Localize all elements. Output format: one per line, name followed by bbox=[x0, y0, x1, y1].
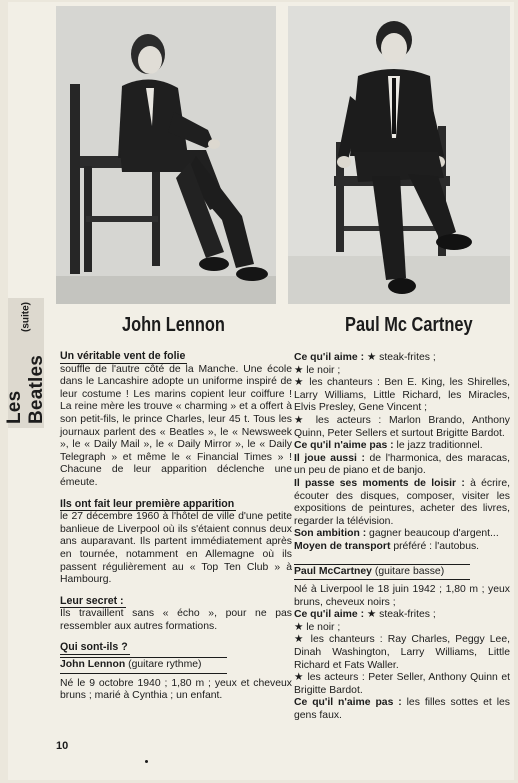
info-line bbox=[294, 377, 510, 415]
info-text: le jazz traditionnel. bbox=[396, 440, 483, 452]
info-text: ★ les chanteurs : Ben E. King, les Shirelles, Larry Williams, Little Richard, les Miracles, Elvis Presley, Gene Vincent ; bbox=[294, 377, 510, 414]
info-line bbox=[294, 440, 510, 453]
info-label: Il passe ses moments de loisir : bbox=[294, 477, 465, 489]
member-name: John Lennon bbox=[60, 659, 126, 671]
info-line bbox=[294, 609, 510, 622]
section-heading: Qui sont-ils ? bbox=[60, 641, 128, 654]
info-text: ★ les acteurs : Marlon Brando, Anthony Quinn, Peter Sellers et surtout Brigitte Bardot. bbox=[294, 414, 510, 439]
portrait-illustration-right bbox=[288, 6, 510, 304]
section-heading: Ils ont fait leur première apparition bbox=[60, 497, 235, 510]
info-text: Né à Liverpool le 18 juin 1942 ; 1,80 m ; yeux bruns, cheveux noirs ; bbox=[294, 584, 510, 608]
section-text: le 27 décembre 1960 à l'hôtel de ville d'une petite banlieue de Liverpool où ils s'étaient connus deux ans auparavant. Ils partent immédiatement après en tournée, notamment en Allemagne où ils passent régulièrement au « Top Ten Club » à Hambourg. bbox=[60, 511, 292, 586]
info-text: ★ le noir ; bbox=[294, 621, 341, 633]
section-heading: Un véritable vent de folie bbox=[60, 350, 186, 362]
info-line bbox=[294, 541, 510, 554]
info-line bbox=[294, 415, 510, 440]
section-name: Les Beatles bbox=[4, 355, 47, 424]
section-suffix: (suite) bbox=[20, 302, 32, 332]
section-text: souffle de l'autre côté de la Manche. Une école dans le Lancashire adopte un uniforme inspiré de leur costume ! Les marins copient leur coiffure ! La reine mère les trouve « charming » et a offert à son petit-fils, le prince Charles, leur 45 t. Tous les journaux parlent des « Beatles », le « Newsweek », le « Daily Mail », le « Daily Mirror », le « Daily Telegraph » et même le « Financial Times » ! Chacune de leur apparition déclenche une émeute. bbox=[60, 363, 292, 488]
info-text: gagner beaucoup d'argent... bbox=[369, 528, 499, 540]
right-column bbox=[294, 352, 510, 723]
member-heading-paul bbox=[294, 564, 470, 581]
info-line bbox=[294, 478, 510, 528]
member-name: Paul McCartney bbox=[294, 565, 372, 577]
info-line bbox=[294, 352, 510, 365]
info-label: Moyen de transport bbox=[294, 540, 391, 552]
member-role: (guitare rythme) bbox=[128, 659, 202, 671]
info-text: à écrire, écouter des disques, composer, visiter les expositions de peintures, acheter des livres, regarder la télévision. bbox=[294, 477, 510, 527]
magazine-page bbox=[4, 2, 514, 780]
photo-john-lennon bbox=[56, 6, 276, 304]
info-label: Ce qu'il aime : bbox=[294, 609, 365, 621]
photo-paul-mccartney bbox=[288, 6, 510, 304]
info-text: ★ steak-frites ; bbox=[366, 609, 436, 621]
info-label: Ce qu'il n'aime pas : bbox=[294, 440, 394, 452]
left-column bbox=[60, 350, 292, 703]
member-bio: Né le 9 octobre 1940 ; 1,80 m ; yeux et cheveux bruns ; marié à Cynthia ; un enfant. bbox=[60, 677, 292, 702]
info-label: Son ambition : bbox=[294, 528, 367, 540]
section-side-tab bbox=[4, 298, 47, 428]
section-text: Ils travaillent sans « écho », pour ne pas ressembler aux autres formations. bbox=[60, 608, 292, 632]
title-john-lennon: John Lennon bbox=[122, 314, 225, 336]
info-text: de l'harmonica, des maracas, un peu de piano et de banjo. bbox=[294, 452, 510, 477]
info-line bbox=[294, 365, 510, 378]
info-line bbox=[294, 697, 510, 722]
info-line bbox=[294, 584, 510, 609]
member-role: (guitare basse) bbox=[374, 565, 445, 577]
info-text: préféré : l'autobus. bbox=[393, 540, 480, 552]
info-text: ★ les acteurs : Peter Seller, Anthony Quinn et Brigitte Bardot. bbox=[294, 672, 510, 696]
info-line bbox=[294, 528, 510, 541]
info-line bbox=[294, 622, 510, 635]
info-line bbox=[294, 634, 510, 672]
portrait-illustration-left bbox=[56, 6, 276, 304]
info-text: ★ steak-frites ; bbox=[366, 352, 436, 363]
section-heading: Leur secret : bbox=[60, 594, 124, 607]
member-heading-john bbox=[60, 657, 227, 674]
page-number: 10 bbox=[56, 740, 69, 752]
print-dot bbox=[145, 760, 148, 763]
info-text: ★ le noir ; bbox=[294, 364, 341, 376]
info-text: ★ les chanteurs : Ray Charles, Peggy Lee, Dinah Washington, Larry Williams, Little Richard et Fats Waller. bbox=[294, 634, 510, 671]
info-label: Ce qu'il aime : bbox=[294, 352, 365, 363]
info-line bbox=[294, 672, 510, 697]
info-label: Ce qu'il n'aime pas : bbox=[294, 697, 402, 709]
info-text: les filles sottes et les gens faux. bbox=[294, 697, 510, 722]
title-paul-mccartney: Paul Mc Cartney bbox=[345, 314, 473, 336]
info-line bbox=[294, 453, 510, 478]
info-label: Il joue aussi : bbox=[294, 452, 365, 464]
